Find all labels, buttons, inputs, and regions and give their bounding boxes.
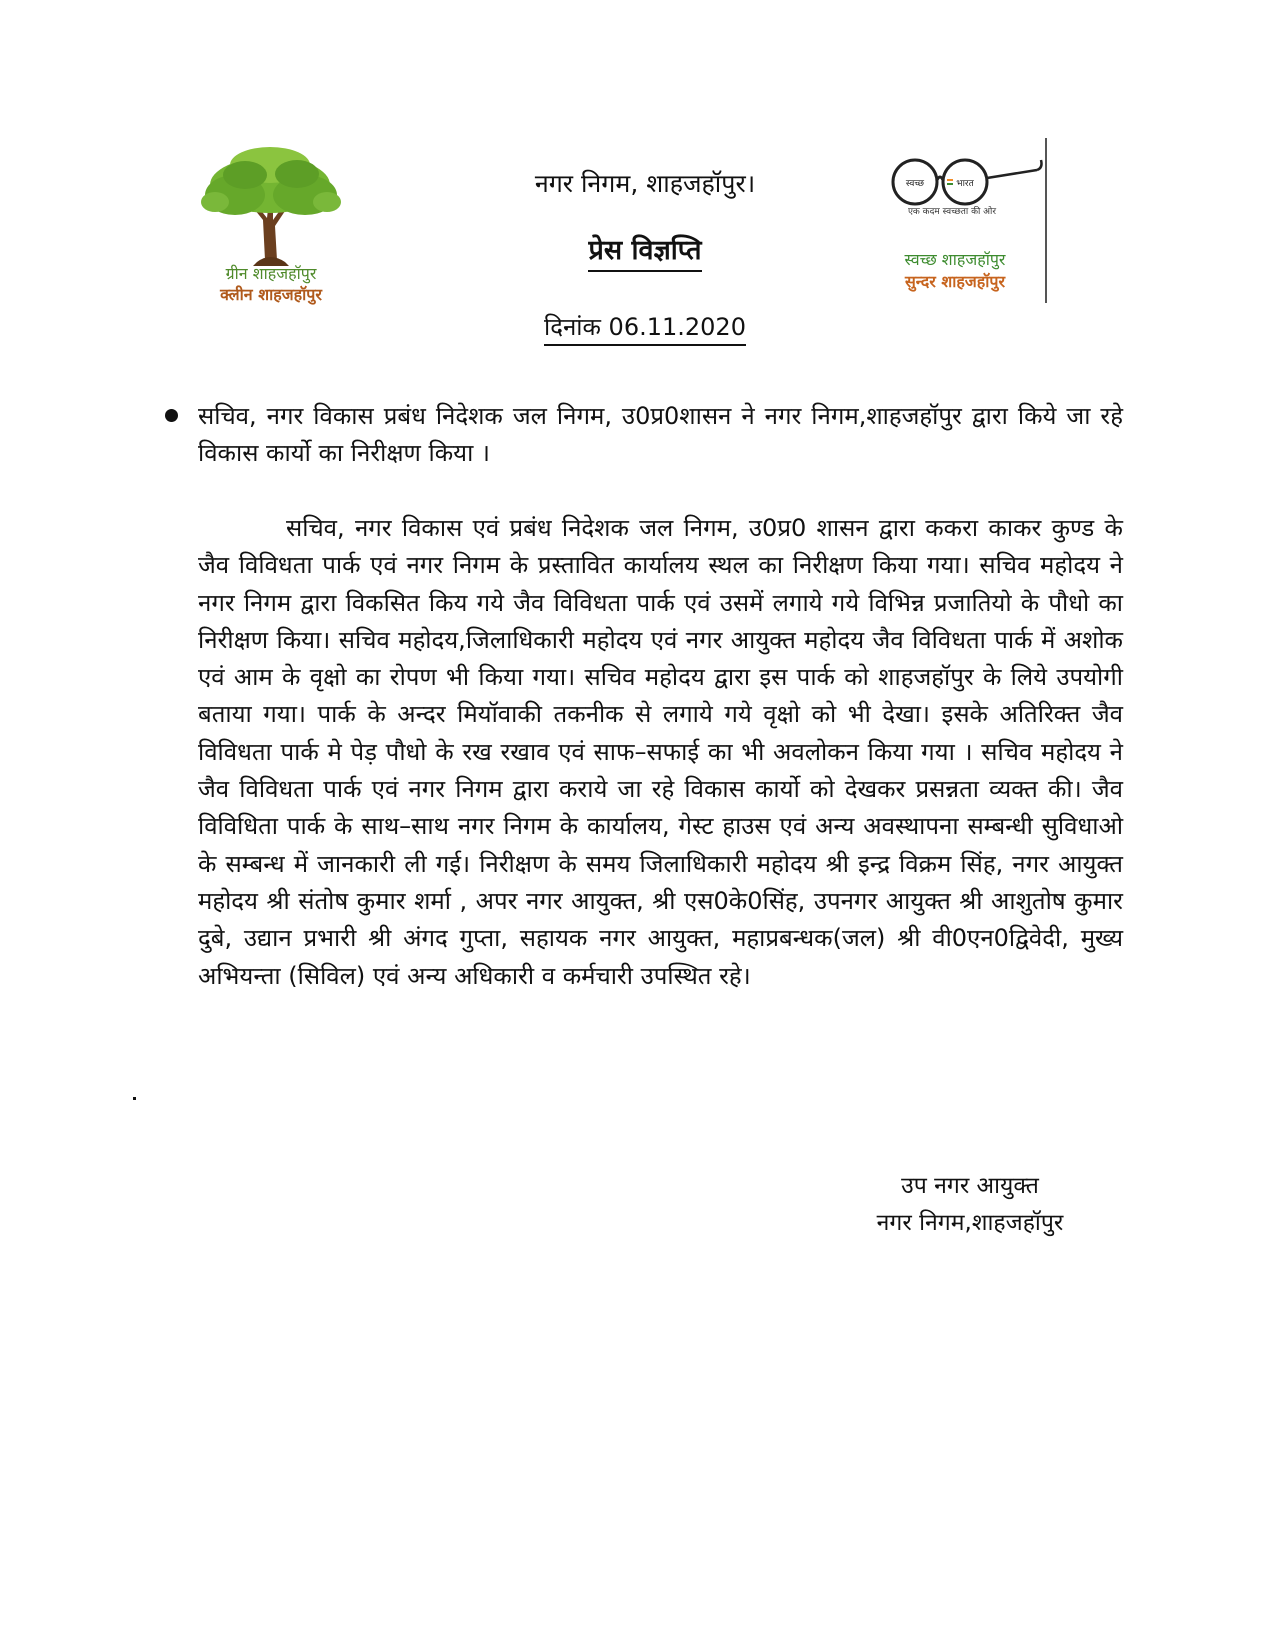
signatory-title: उप नगर आयुक्त xyxy=(901,1173,1039,1199)
summary-bullet: सचिव, नगर विकास प्रबंध निदेशक जल निगम, उ0प्र0शासन ने नगर निगम,शाहजहॉपुर द्वारा किये जा रहे विकास कार्यो का निरीक्षण किया । xyxy=(198,402,1123,467)
body-paragraph: सचिव, नगर विकास एवं प्रबंध निदेशक जल निगम, उ0प्र0 शासन द्वारा ककरा काकर कुण्ड के जैव विविधता पार्क एवं नगर निगम के प्रस्तावित कार्यालय स्थल का निरीक्षण किया गया। सचिव महोदय ने नगर निगम द्वारा विकसित किय गये जैव विविधता पार्क एवं उसमें लगाये गये विभिन्न प्रजातियो के पौधो का निरीक्षण किया। सचिव महोदय,जिलाधिकारी महोदय एवं नगर आयुक्त महोदय जैव विविधता पार्क में अशोक एवं आम के वृक्षो का रोपण भी किया गया। सचिव महोदय द्वारा इस पार्क को शाहजहॉपुर के लिये उपयोगी बताया गया। पार्क के अन्दर मियॉवाकी तकनीक से लगाये गये वृक्षो को भी देखा। इसके अतिरिक्त जैव विविधता पार्क मे पेड़ पौधो के रख रखाव एवं साफ–सफाई का भी अवलोकन किया गया । सचिव महोदय ने जैव विविधता पार्क एवं नगर निगम द्वारा कराये जा रहे विकास कार्यो को देखकर प्रसन्नता व्यक्त की। जैव विविधिता पार्क के साथ–साथ नगर निगम के कार्यालय, गेस्ट हाउस एवं अन्य अवस्थापना सम्बन्धी सुविधाओ के सम्बन्ध में जानकारी ली गई। निरीक्षण के समय जिलाधिकारी महोदय श्री इन्द्र विक्रम सिंह, नगर आयुक्त महोदय श्री संतोष कुमार शर्मा , अपर नगर आयुक्त, श्री एस0के0सिंह, उपनगर आयुक्त श्री आशुतोष कुमार दुबे, उद्यान प्रभारी श्री अंगद गुप्ता, सहायक नगर आयुक्त, महाप्रबन्धक(जल) श्री वी0एन0द्विवेदी, मुख्य अभियन्ता (सिविल) एवं अन्य अधिकारी व कर्मचारी उपस्थित रहे। xyxy=(198,514,1123,990)
stray-mark xyxy=(133,1097,136,1100)
swachh-tagline: एक कदम स्वच्छता की ओर xyxy=(907,207,997,217)
bharat-lens-text: भारत xyxy=(956,179,974,189)
press-release-title: प्रेस विज्ञप्ति xyxy=(430,230,860,267)
green-shahjahanpur-caption: ग्रीन शाहजहॉपुर xyxy=(225,264,317,283)
clean-shahjahanpur-caption: क्लीन शाहजहॉपुर xyxy=(220,285,322,304)
swachh-shahjahanpur-caption: स्वच्छ शाहजहॉपुर xyxy=(904,250,1006,269)
bullet-icon xyxy=(165,409,178,422)
swachh-bharat-glasses-icon xyxy=(887,150,1047,210)
swachh-lens-text: स्वच्छ xyxy=(905,179,925,189)
swachh-bharat-logo xyxy=(887,150,1047,230)
release-date: दिनांक 06.11.2020 xyxy=(430,310,860,343)
sundar-shahjahanpur-caption: सुन्दर शाहजहॉपुर xyxy=(904,272,1006,291)
header-divider xyxy=(1045,138,1047,303)
signatory-org: नगर निगम,शाहजहॉपुर xyxy=(876,1210,1064,1236)
org-heading: नगर निगम, शाहजहॉपुर। xyxy=(534,169,756,198)
